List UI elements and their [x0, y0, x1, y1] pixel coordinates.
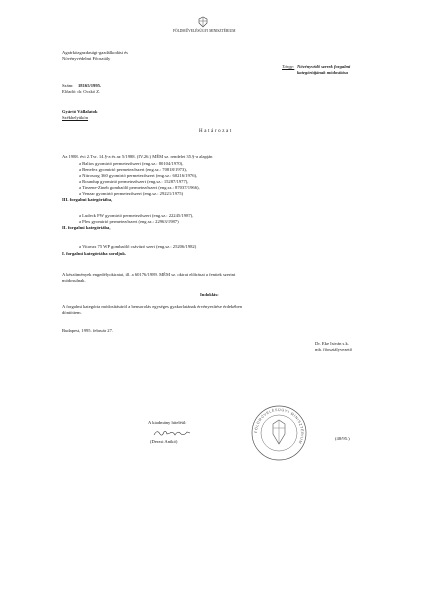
certification-name: (Derzsi Anikó): [150, 439, 178, 444]
recipient-line-1: Gyártó Vállalatok: [62, 109, 98, 114]
certification-label: A kiadmány hiteléül:: [148, 420, 187, 425]
recipient-line-2: Székhelyükön: [62, 115, 89, 120]
list-item: a Nitrosorg 360 gyomirtó permetezőszert (eng.sz.: 60216/1976),: [79, 173, 198, 178]
ministry-crest-icon: [196, 16, 210, 28]
subject-line-1: Növényvédő szerek forgalmi: [297, 64, 351, 69]
list-item: a Roundup gyomirtó permetezőszert (eng.sz.: 15287/1977),: [79, 179, 189, 184]
category-result-2: II. forgalmi kategóriába,: [62, 225, 111, 230]
reference-number: 18165/1995.: [78, 83, 102, 88]
reasoning-heading: Indoklás:: [200, 292, 219, 297]
file-number: (48/95.): [335, 436, 350, 441]
list-item: a Vitavax 75 WP gombaölő csávázó szert (eng.sz.: 25206/1982): [79, 244, 197, 249]
signatory-title: mb. főosztályvezető: [315, 347, 352, 352]
list-item: a Benefex gyomirtó permetezőszert (eng.sz.: 70818/1973),: [79, 167, 187, 172]
signatory-name: Dr. Eke István s.k.: [315, 341, 349, 346]
reasoning-line-1: A forgalmi kategória módosításáról a bensorolás egységes gyakorlatának érvényesítése érdekében: [62, 304, 242, 309]
department-line-1: Agrárközgazdasági-gazdálkodási és: [62, 50, 128, 55]
ministry-name: FÖLDMŰVELÉSÜGYI MINISZTÉRIUM: [173, 29, 236, 33]
date-line: Budapest, 1995. február 27.: [62, 328, 114, 333]
category-result-3: III. forgalmi kategóriába,: [62, 197, 113, 202]
list-item: a Ludeck FW gyomirtó permetezőszert (eng.sz.: 22245/1987),: [79, 213, 194, 218]
document-title: Határozat: [199, 129, 233, 134]
reasoning-line-2: döntöttem.: [62, 310, 82, 315]
body-intro: Az 1988. évi 2.Tvr. 14.§-a és az 5/1988. (IV.26.) MÉM sz. rendelet 35.§-a alapján: [62, 154, 213, 159]
reference-number-label: Szám:: [62, 83, 74, 88]
note-line-1: A készítmények engedélyokiratai, ill. a 60176/1989. MÉM sz. okirat előírásai a fentiek szerint: [62, 272, 236, 277]
note-line-2: módosulnak.: [62, 278, 86, 283]
list-item: a Plex gyomirtó permetezőszert (eng.sz.: 22963/1987): [79, 219, 179, 224]
seal-text: FÖLDMŰVELÉSÜGYI MINISZTÉRIUM: [253, 407, 305, 445]
list-item: a Tiezene-Zineb gombaölő permetezőszert (eng.sz.: 87037/1966),: [79, 185, 200, 190]
reference-officer: Előadó: dr. Ocskó Z.: [62, 89, 101, 94]
category-result-1: I. forgalmi kategóriába soroljuk.: [62, 251, 127, 256]
handwritten-signature-icon: [152, 427, 192, 439]
subject-line-2: kategóriájának módosítása: [297, 70, 348, 75]
list-item: a Venzar gyomirtó permetezőszert (eng.sz.: 29221/1975): [79, 191, 184, 196]
subject-label: Tárgy:: [282, 64, 295, 69]
list-item: a Balios gyomirtó permetezőszert (eng.sz.: 80104/1970),: [79, 161, 184, 166]
department-line-2: Növényvédelmi Főosztály: [62, 56, 111, 61]
official-seal-icon: [250, 404, 308, 462]
